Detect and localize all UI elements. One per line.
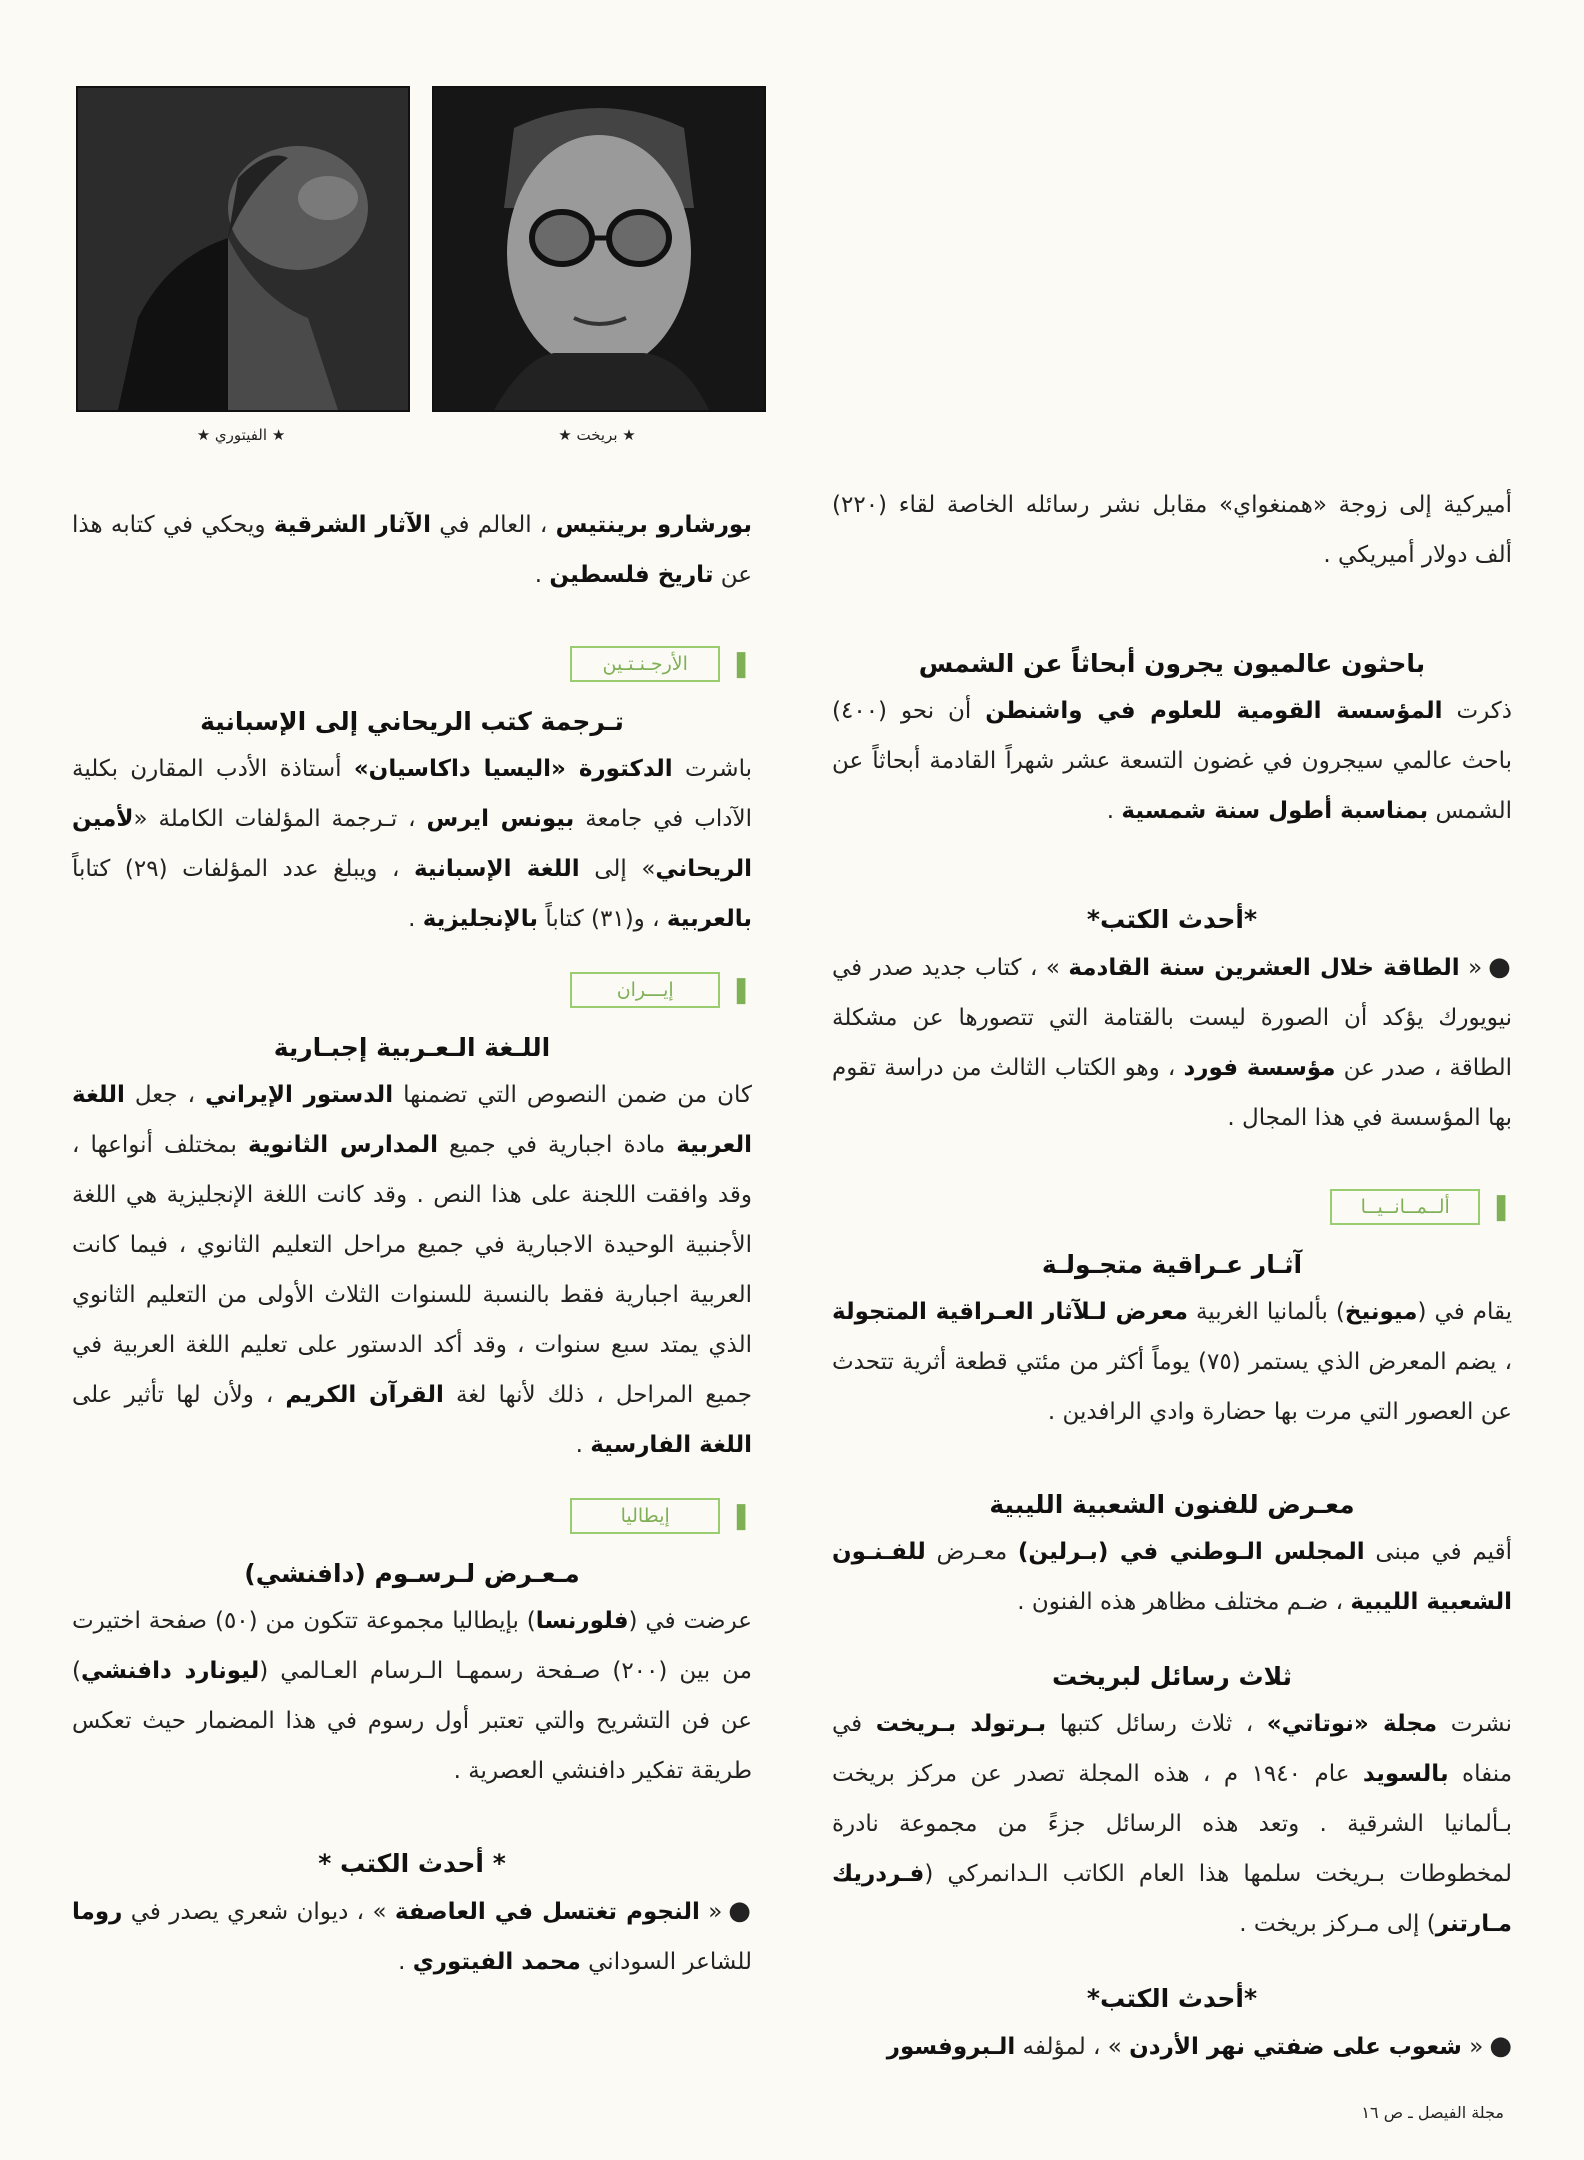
iran-paragraph: كان من ضمن النصوص التي تضمنها الدستور الإيراني ، جعل اللغة العربية مادة اجبارية في جميع المدارس الثانوية بمختلف أنواعها ، وقد وافقت اللجنة على هذا النص . وقد كانت اللغة الإنجليزية هي اللغة الأجنبية الوحيدة الاجبارية في جميع مراحل التعليم الثانوي ، فيما كانت العربية اجبارية فقط بالنسبة للسنوات الثلاث الأولى من التعليم الثانوي الذي يمتد سبع سنوات ، وقد أكد الدستور على تعليم اللغة العربية في جميع المراحل ، ذلك لأنها لغة القرآن الكريم ، ولأن لها تأثير على اللغة الفارسية . bbox=[72, 1082, 752, 1458]
heading-latest-books-3: * أحدث الكتب * bbox=[318, 1849, 506, 1878]
heading-brecht-letters: ثلاث رسائل لبريخت bbox=[1052, 1662, 1292, 1691]
bullet-icon: ● bbox=[1489, 2031, 1512, 2061]
heading-sun-research: باحثون عالميون يجرون أبحاثاً عن الشمس bbox=[918, 649, 1426, 678]
heading-latest-books-1: *أحدث الكتب* bbox=[1086, 905, 1258, 934]
davinci-paragraph: عرضت في (فلورنسا) بإيطاليا مجموعة تتكون من (٥٠) صفحة اختيرت من بين (٢٠٠) صـفحة رسمهـا الـرسام العـالمي (ليونارد دافنشي) عن فن التشريح والتي تعتبر أول رسوم في هذا المضمار حيث تعكس طريقة تفكير دافنشي العصرية . bbox=[72, 1608, 753, 1784]
section-marker-icon: ❚ bbox=[1490, 1192, 1512, 1222]
heading-latest-books-2: *أحدث الكتب* bbox=[1086, 1984, 1258, 2013]
heading-rihani-translation: تـرجمة كتب الريحاني إلى الإسبانية bbox=[200, 707, 624, 736]
section-marker-icon: ❚ bbox=[730, 1501, 752, 1531]
section-marker-icon: ❚ bbox=[730, 975, 752, 1005]
heading-davinci-exhibition: مـعـرض لـرسـوم (دافنشي) bbox=[244, 1559, 580, 1588]
page-footer: مجلة الفيصل ـ ص ١٦ bbox=[1361, 2103, 1504, 2122]
heading-libyan-arts: معـرض للفنون الشعبية الليبية bbox=[989, 1490, 1355, 1519]
country-label-italy: إيطاليا bbox=[570, 1498, 720, 1534]
country-label-argentina: الأرجـنـتـين bbox=[570, 646, 720, 682]
right-column bbox=[832, 480, 1512, 2072]
book-stars-paragraph: ●« النجوم تغتسل في العاصفة » ، ديوان شعري يصدر في روما للشاعر السوداني محمد الفيتوري . bbox=[72, 1896, 753, 1975]
portrait-brecht-image bbox=[434, 88, 764, 410]
section-marker-icon: ❚ bbox=[730, 649, 752, 679]
caption-brecht: ★ بريخت ★ bbox=[558, 426, 636, 444]
iraq-paragraph: يقام في (ميونيخ) بألمانيا الغربية معرض لـلآثار العـراقية المتجولة ، يضم المعرض الذي يستمر (٧٥) يوماً أكثر من مئتي قطعة أثرية تتحدث عن العصور التي مرت بها حضارة وادي الرافدين . bbox=[832, 1299, 1512, 1425]
country-italy bbox=[72, 1498, 752, 1534]
photo-brecht bbox=[432, 86, 766, 412]
bullet-icon: ● bbox=[1488, 952, 1512, 982]
portrait-fituri-image bbox=[78, 88, 408, 410]
country-germany bbox=[832, 1189, 1512, 1225]
rihani-paragraph: باشرت الدكتورة «اليسيا داكاسيان» أستاذة الأدب المقارن بكلية الآداب في جامعة بيونس ايرس ، تـرجمة المؤلفات الكاملة «لأمين الريحاني» إلى اللغة الإسبانية ، ويبلغ عدد المؤلفات (٢٩) كتاباً بالعربية ، و(٣١) كتاباً بالإنجليزية . bbox=[72, 756, 752, 932]
intro-paragraph: أميركية إلى زوجة «همنغواي» مقابل نشر رسائله الخاصة لقاء (٢٢٠) ألف دولار أميريكي . bbox=[832, 492, 1512, 568]
photo-fituri bbox=[76, 86, 410, 412]
country-iran bbox=[72, 972, 752, 1008]
heading-iraqi-antiquities: آثـار عـراقية متجـولـة bbox=[1041, 1250, 1303, 1279]
libya-paragraph: أقيم في مبنى المجلس الـوطني في (بـرلين) معـرض للفـنـون الشعبية الليبية ، ضـم مختلف مظاهر هذه الفنون . bbox=[832, 1539, 1512, 1615]
photos-row bbox=[76, 86, 832, 444]
sun-paragraph: ذكرت المؤسسة القومية للعلوم في واشنطن أن نحو (٤٠٠) باحث عالمي سيجرون في غضون التسعة عشر شهراً القادمة أبحاثاً عن الشمس بمناسبة أطول سنة شمسية . bbox=[832, 698, 1512, 824]
country-argentina bbox=[72, 646, 752, 682]
book-jordan-paragraph: ●« شعوب على ضفتي نهر الأردن » ، لمؤلفه الـبروفسور bbox=[886, 2031, 1512, 2061]
left-column bbox=[72, 500, 752, 1987]
book-energy-paragraph: ●« الطاقة خلال العشرين سنة القادمة » ، كتاب جديد صدر في نيويورك يؤكد أن الصورة ليست بالقتامة التي تتصورها عن مشكلة الطاقة ، صدر عن مؤسسة فورد ، وهو الكتاب الثالث من دراسة تقوم بها المؤسسة في هذا المجال . bbox=[832, 952, 1512, 1131]
bullet-icon: ● bbox=[728, 1896, 753, 1926]
country-label-germany: ألــمــانــيــا bbox=[1330, 1189, 1480, 1225]
heading-arabic-mandatory: اللـغة الـعـربية إجبـارية bbox=[273, 1033, 551, 1062]
brecht-paragraph: نشرت مجلة «نوتاتي» ، ثلاث رسائل كتبها بـرتولد بـريخت في منفاه بالسويد عام ١٩٤٠ م ، هذه المجلة تصدر عن مركز بريخت بـألمانيا الشرقية . وتعد هذه الرسائل جزءً من مجموعة نادرة لمخطوطات بـريخت سلمها هذا العام الكاتب الـدانمركي (فـردريك مـارتنر) إلى مـركز بريخت . bbox=[832, 1711, 1513, 1937]
caption-fituri: ★ الفيتوري ★ bbox=[196, 426, 286, 444]
continuation-paragraph: بورشارو برينتيس ، العالم في الآثار الشرقية ويحكي في كتابه هذا عن تاريخ فلسطين . bbox=[72, 512, 752, 588]
country-label-iran: إيـــران bbox=[570, 972, 720, 1008]
